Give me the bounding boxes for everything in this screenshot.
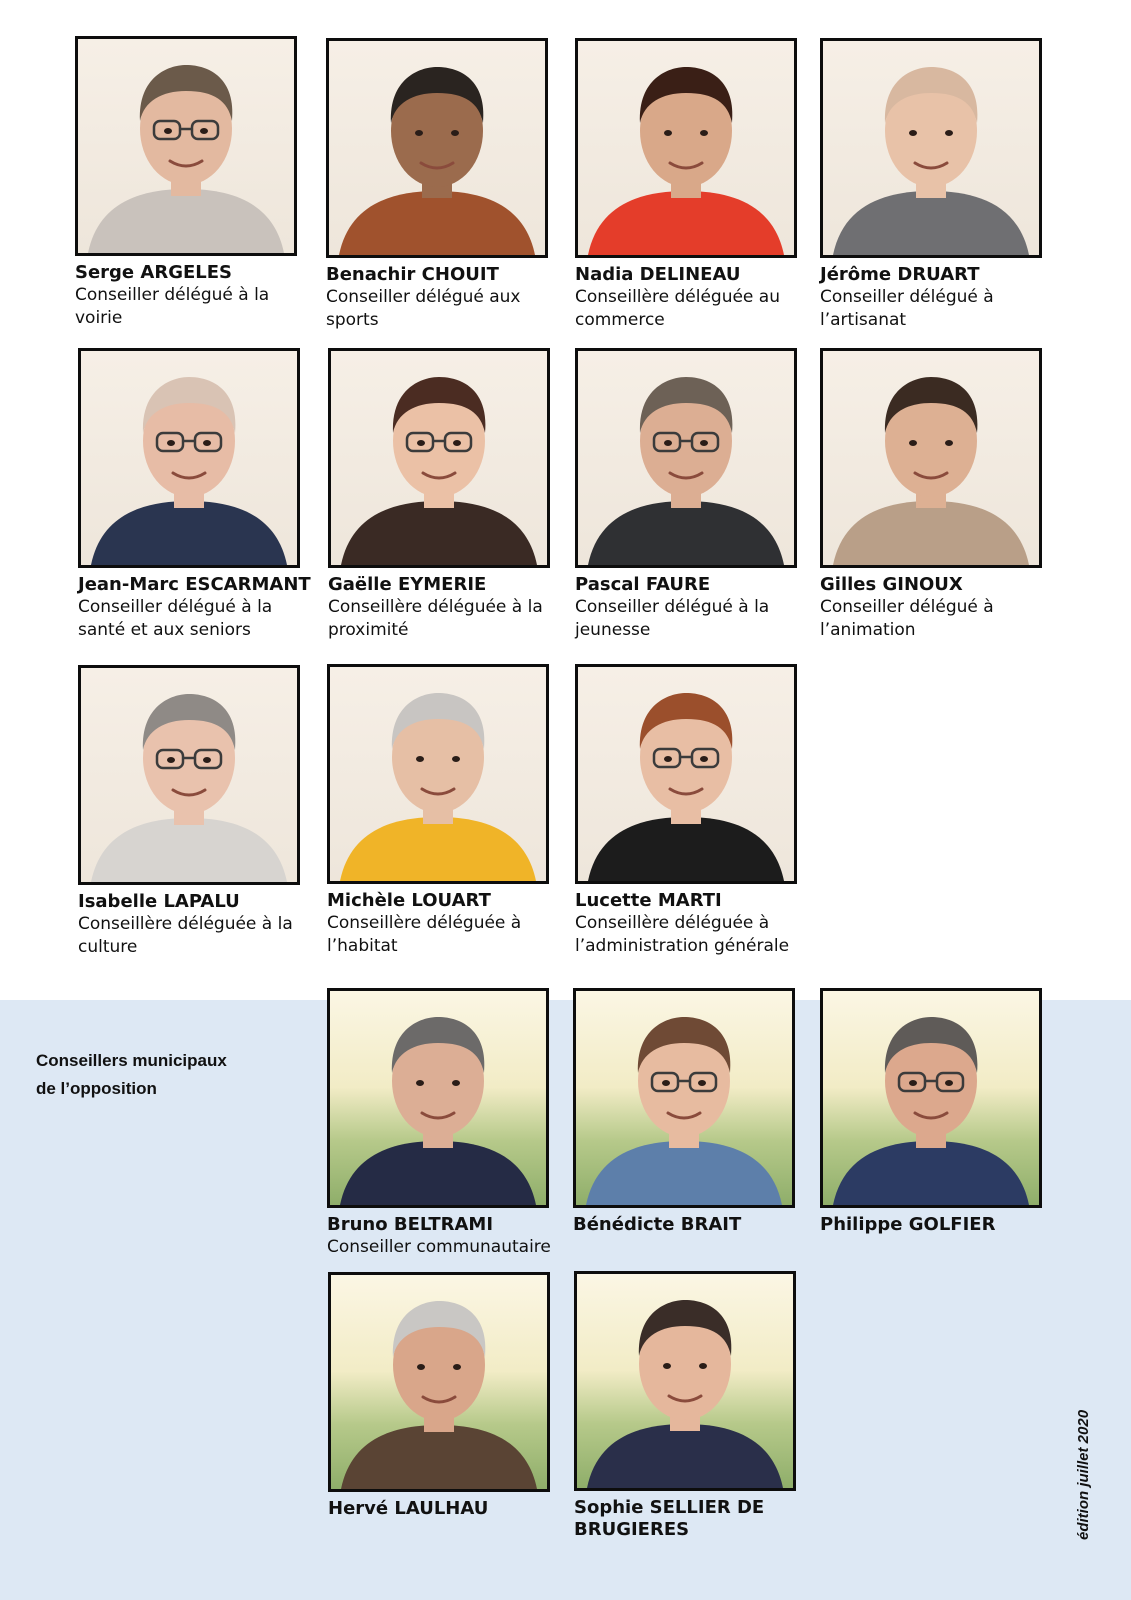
portrait-illustration	[823, 351, 1039, 565]
member-photo	[575, 348, 797, 568]
member-role: Conseillère déléguée à l’administration générale	[575, 913, 790, 956]
member-card	[327, 664, 567, 958]
member-name: Bénédicte BRAIT	[573, 1214, 742, 1235]
member-role: Conseiller délégué à l’artisanat	[820, 287, 994, 330]
member-photo	[820, 348, 1042, 568]
member-role: Conseillère déléguée à l’habitat	[327, 913, 522, 956]
member-photo	[575, 664, 797, 884]
portrait-illustration	[578, 41, 794, 255]
portrait-illustration	[577, 1274, 793, 1488]
opposition-heading-line1: Conseillers municipaux	[36, 1051, 227, 1070]
member-role: Conseiller délégué à l’animation	[820, 597, 994, 640]
member-role: Conseiller délégué à la santé et aux seniors	[78, 597, 273, 640]
member-name: Jean-Marc ESCARMANT	[78, 574, 311, 595]
portrait-illustration	[578, 351, 794, 565]
member-photo	[328, 1272, 550, 1492]
member-photo	[326, 38, 548, 258]
member-photo	[820, 38, 1042, 258]
portrait-illustration	[576, 991, 792, 1205]
member-card	[328, 348, 568, 642]
portrait-illustration	[330, 667, 546, 881]
opposition-heading-line2: de l’opposition	[36, 1079, 157, 1098]
member-name: Philippe GOLFIER	[820, 1214, 996, 1235]
member-role: Conseiller communautaire	[327, 1237, 551, 1257]
member-name: Benachir CHOUIT	[326, 264, 499, 285]
member-photo	[78, 348, 300, 568]
member-name: Isabelle LAPALU	[78, 891, 240, 912]
member-name: Jérôme DRUART	[820, 264, 980, 285]
portrait-illustration	[81, 351, 297, 565]
opposition-card	[820, 988, 1060, 1236]
member-name: Nadia DELINEAU	[575, 264, 741, 285]
member-photo	[327, 664, 549, 884]
portrait-illustration	[823, 991, 1039, 1205]
member-name: Lucette MARTI	[575, 890, 722, 911]
member-card	[575, 664, 815, 958]
member-photo	[574, 1271, 796, 1491]
member-photo	[75, 36, 297, 256]
opposition-card	[328, 1272, 568, 1520]
member-name: Sophie SELLIER DE BRUGIERES	[574, 1497, 765, 1540]
portrait-illustration	[823, 41, 1039, 255]
member-photo	[573, 988, 795, 1208]
portrait-illustration	[329, 41, 545, 255]
member-photo	[78, 665, 300, 885]
member-role: Conseillère déléguée au commerce	[575, 287, 780, 330]
portrait-illustration	[330, 991, 546, 1205]
member-role: Conseiller délégué à la jeunesse	[575, 597, 770, 640]
member-card	[575, 38, 815, 332]
opposition-card	[574, 1271, 814, 1541]
member-role: Conseiller délégué aux sports	[326, 287, 521, 330]
portrait-illustration	[78, 39, 294, 253]
member-role: Conseillère déléguée à la culture	[78, 914, 293, 957]
member-photo	[820, 988, 1042, 1208]
member-card	[820, 38, 1060, 332]
member-photo	[327, 988, 549, 1208]
member-card	[78, 348, 318, 642]
opposition-card	[327, 988, 567, 1259]
member-name: Pascal FAURE	[575, 574, 711, 595]
member-name: Gaëlle EYMERIE	[328, 574, 487, 595]
portrait-illustration	[331, 351, 547, 565]
member-name: Bruno BELTRAMI	[327, 1214, 494, 1235]
opposition-card	[573, 988, 813, 1236]
member-card	[326, 38, 566, 332]
member-photo	[328, 348, 550, 568]
member-role: Conseiller délégué à la voirie	[75, 285, 270, 328]
member-photo	[575, 38, 797, 258]
member-name: Michèle LOUART	[327, 890, 491, 911]
member-name: Gilles GINOUX	[820, 574, 963, 595]
portrait-illustration	[578, 667, 794, 881]
opposition-heading	[36, 1047, 227, 1103]
portrait-illustration	[81, 668, 297, 882]
member-card	[78, 665, 318, 959]
member-card	[575, 348, 815, 642]
member-card	[75, 36, 315, 330]
member-role: Conseillère déléguée à la proximité	[328, 597, 543, 640]
member-name: Serge ARGELES	[75, 262, 232, 283]
portrait-illustration	[331, 1275, 547, 1489]
member-card	[820, 348, 1060, 642]
member-name: Hervé LAULHAU	[328, 1498, 489, 1519]
edition-note: édition juillet 2020	[1075, 1409, 1092, 1540]
